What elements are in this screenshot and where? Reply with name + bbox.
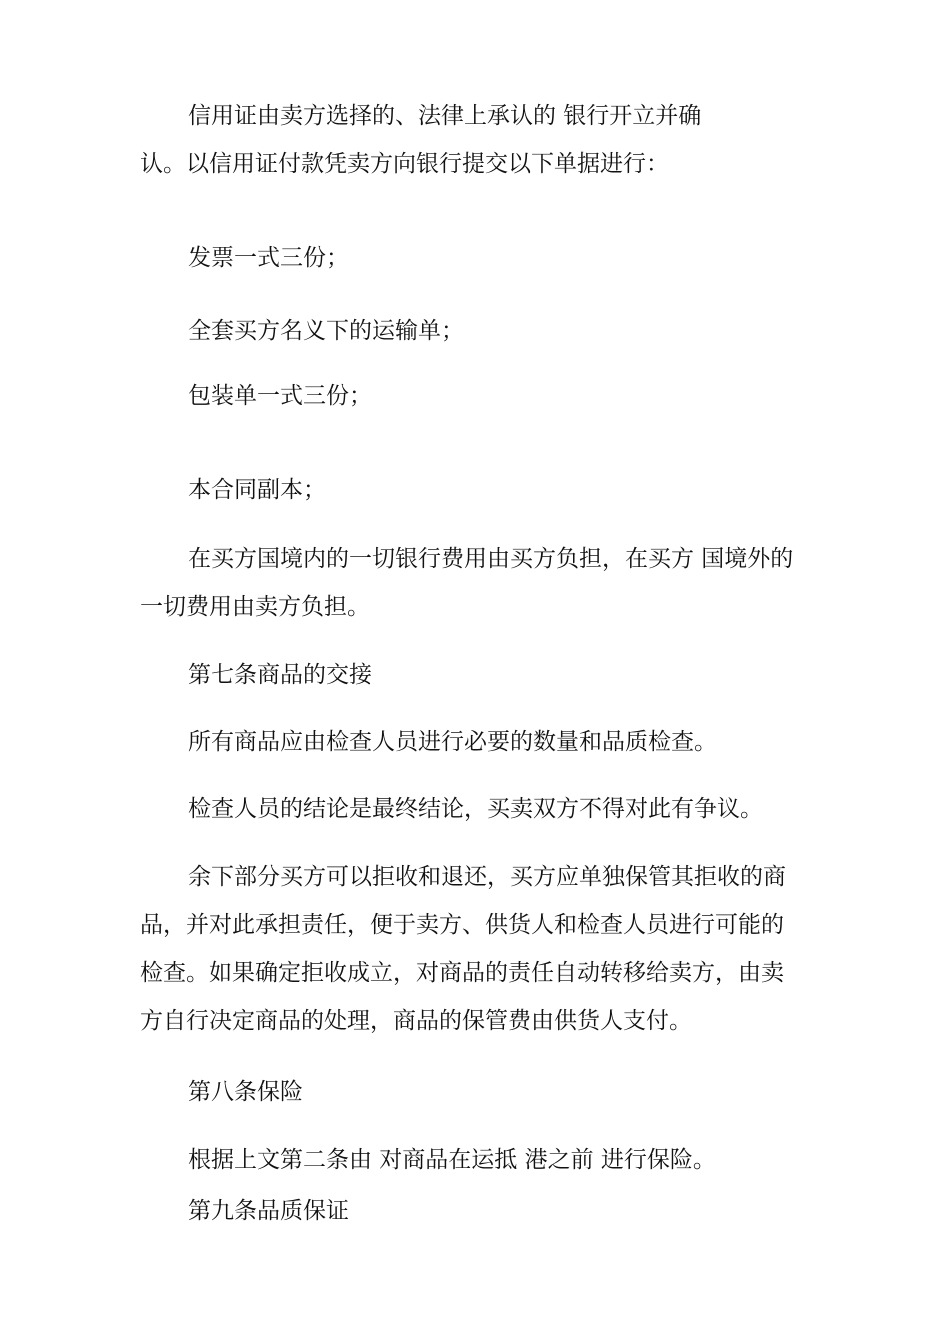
text-line: 发票一式三份； bbox=[188, 245, 349, 271]
paragraph-doc-invoice bbox=[140, 234, 820, 282]
paragraph-lc-issuance bbox=[140, 92, 820, 188]
paragraph-inspection-final bbox=[140, 785, 820, 833]
text-line: 在买方国境内的一切银行费用由买方负担，在买方 国境外的 bbox=[188, 546, 794, 572]
article-8-heading bbox=[140, 1068, 820, 1116]
text-line: 包装单一式三份； bbox=[188, 383, 372, 409]
paragraph-insurance-terms bbox=[140, 1136, 820, 1184]
text-line: 第九条品质保证 bbox=[188, 1198, 349, 1224]
text-line: 第八条保险 bbox=[188, 1079, 303, 1105]
text-line: 方自行决定商品的处理，商品的保管费由供货人支付。 bbox=[140, 1008, 692, 1034]
paragraph-doc-bill-of-lading bbox=[140, 307, 820, 355]
text-line: 余下部分买方可以拒收和退还，买方应单独保管其拒收的商 bbox=[188, 864, 786, 890]
text-line: 第七条商品的交接 bbox=[188, 662, 372, 688]
text-line: 信用证由卖方选择的、法律上承认的 银行开立并确 bbox=[188, 103, 702, 129]
text-line: 一切费用由卖方负担。 bbox=[140, 594, 370, 620]
text-line: 认。以信用证付款凭卖方向银行提交以下单据进行： bbox=[140, 151, 669, 177]
paragraph-doc-contract-copy bbox=[140, 466, 820, 514]
paragraph-bank-fees bbox=[140, 535, 820, 631]
paragraph-rejection-terms bbox=[140, 853, 820, 1045]
text-line: 所有商品应由检查人员进行必要的数量和品质检查。 bbox=[188, 729, 717, 755]
text-line: 全套买方名义下的运输单； bbox=[188, 318, 464, 344]
text-line: 检查人员的结论是最终结论，买卖双方不得对此有争议。 bbox=[188, 796, 763, 822]
paragraph-inspection-required bbox=[140, 718, 820, 766]
article-9-heading bbox=[140, 1187, 820, 1235]
text-line: 根据上文第二条由 对商品在运抵 港之前 进行保险。 bbox=[188, 1147, 716, 1173]
paragraph-doc-packing-list bbox=[140, 372, 820, 420]
text-line: 品，并对此承担责任，便于卖方、供货人和检查人员进行可能的 bbox=[140, 912, 784, 938]
text-line: 检查。如果确定拒收成立，对商品的责任自动转移给卖方，由卖 bbox=[140, 960, 784, 986]
article-7-heading bbox=[140, 651, 820, 699]
text-line: 本合同副本； bbox=[188, 477, 326, 503]
